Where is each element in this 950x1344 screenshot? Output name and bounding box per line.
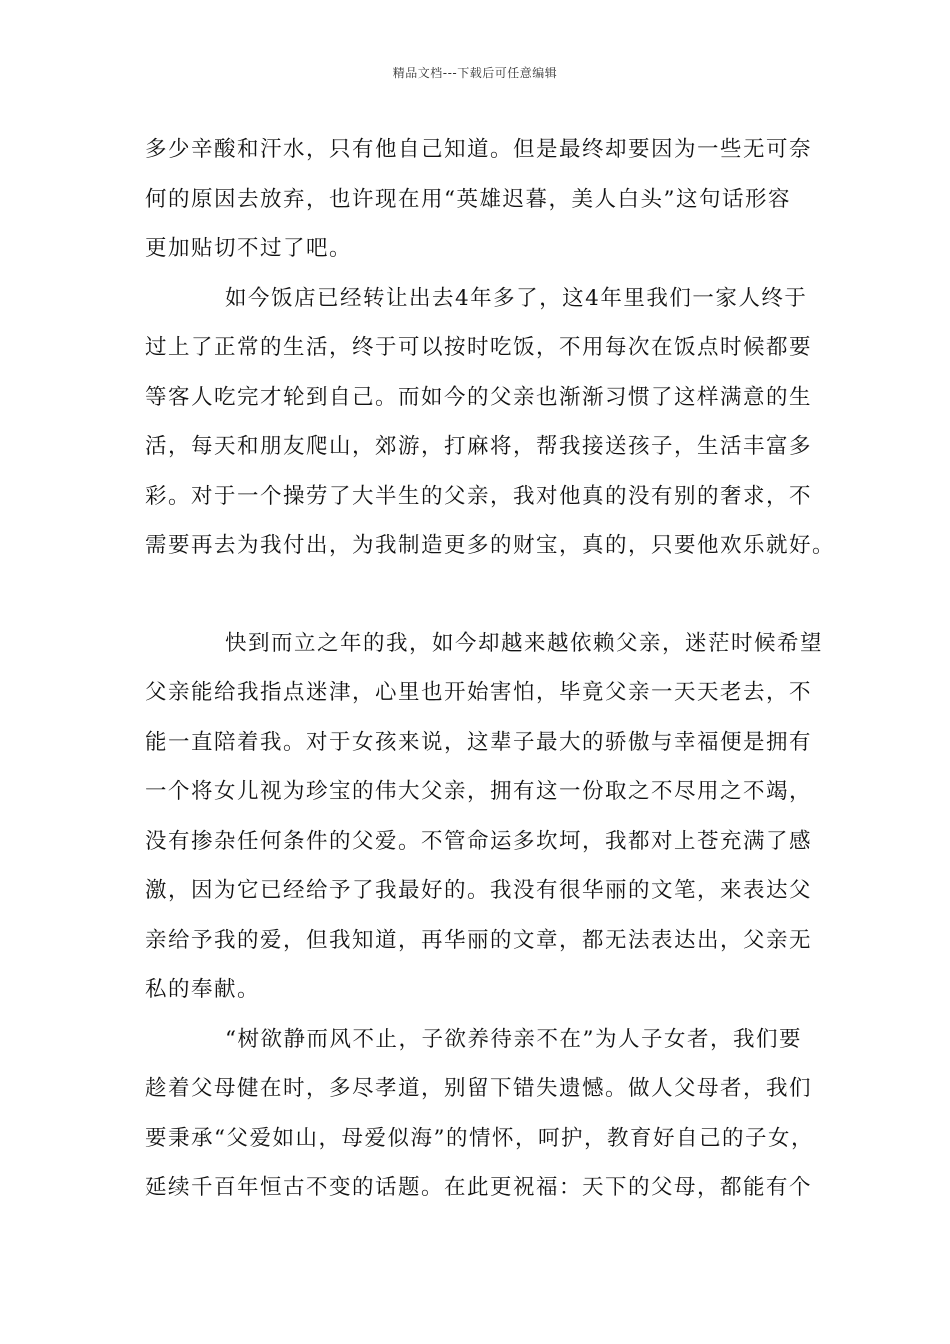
text-line: 要秉承“父爱如山，母爱似海”的情怀，呵护，教育好自己的子女， <box>145 1125 814 1151</box>
paragraph-3 <box>145 619 824 1015</box>
paragraph-1 <box>145 125 821 274</box>
text-line: 多少辛酸和汗水，只有他自己知道。但是最终却要因为一些无可奈 <box>145 137 813 162</box>
paragraph-2 <box>145 274 836 571</box>
text-line: 需要再去为我付出，为我制造更多的财宝，真的，只要他欢乐就好。 <box>145 533 836 558</box>
text-line: 活，每天和朋友爬山，郊游，打麻将，帮我接送孩子，生活丰富多 <box>145 434 813 459</box>
text-line: 趁着父母健在时，多尽孝道，别留下错失遗憾。做人父母者，我们 <box>145 1076 813 1101</box>
text-line: 一个将女儿视为珍宝的伟大父亲，拥有这一份取之不尽用之不竭， <box>145 779 813 804</box>
text-line: 没有掺杂任何条件的父爱。不管命运多坎坷，我都对上苍充满了感 <box>145 828 813 854</box>
paragraph-4 <box>145 1015 821 1213</box>
text-line: 如今饭店已经转让出去4年多了，这4年里我们一家人终于 <box>225 285 808 311</box>
text-line: 等客人吃完才轮到自己。而如今的父亲也渐渐习惯了这样满意的生 <box>145 384 813 410</box>
text-line: 私的奉献。 <box>145 977 261 1002</box>
text-line: 何的原因去放弃，也许现在用“英雄迟暮，美人白头”这句话形容 <box>145 186 791 212</box>
text-line: 更加贴切不过了吧。 <box>145 236 353 261</box>
text-line: 亲给予我的爱，但我知道，再华丽的文章，都无法表达出，父亲无 <box>145 927 813 953</box>
page-header: 精品文档---下载后可任意编辑 <box>392 66 558 80</box>
text-line: “树欲静而风不止，子欲养待亲不在”为人子女者，我们要 <box>225 1026 802 1052</box>
text-line: 父亲能给我指点迷津，心里也开始害怕，毕竟父亲一天天老去，不 <box>145 680 813 705</box>
paragraph-gap <box>145 571 821 619</box>
text-line: 彩。对于一个操劳了大半生的父亲，我对他真的没有别的奢求，不 <box>145 483 813 509</box>
text-line: 激，因为它已经给予了我最好的。我没有很华丽的文笔，来表达父 <box>145 878 813 903</box>
text-line: 过上了正常的生活，终于可以按时吃饭，不用每次在饭点时候都要 <box>145 335 813 360</box>
document-body <box>145 125 836 1213</box>
text-line: 能一直陪着我。对于女孩来说，这辈子最大的骄傲与幸福便是拥有 <box>145 729 813 755</box>
text-line: 快到而立之年的我，如今却越来越依赖父亲，迷茫时候希望 <box>225 630 824 656</box>
text-line: 延续千百年恒古不变的话题。在此更祝福：天下的父母，都能有个 <box>145 1175 813 1200</box>
